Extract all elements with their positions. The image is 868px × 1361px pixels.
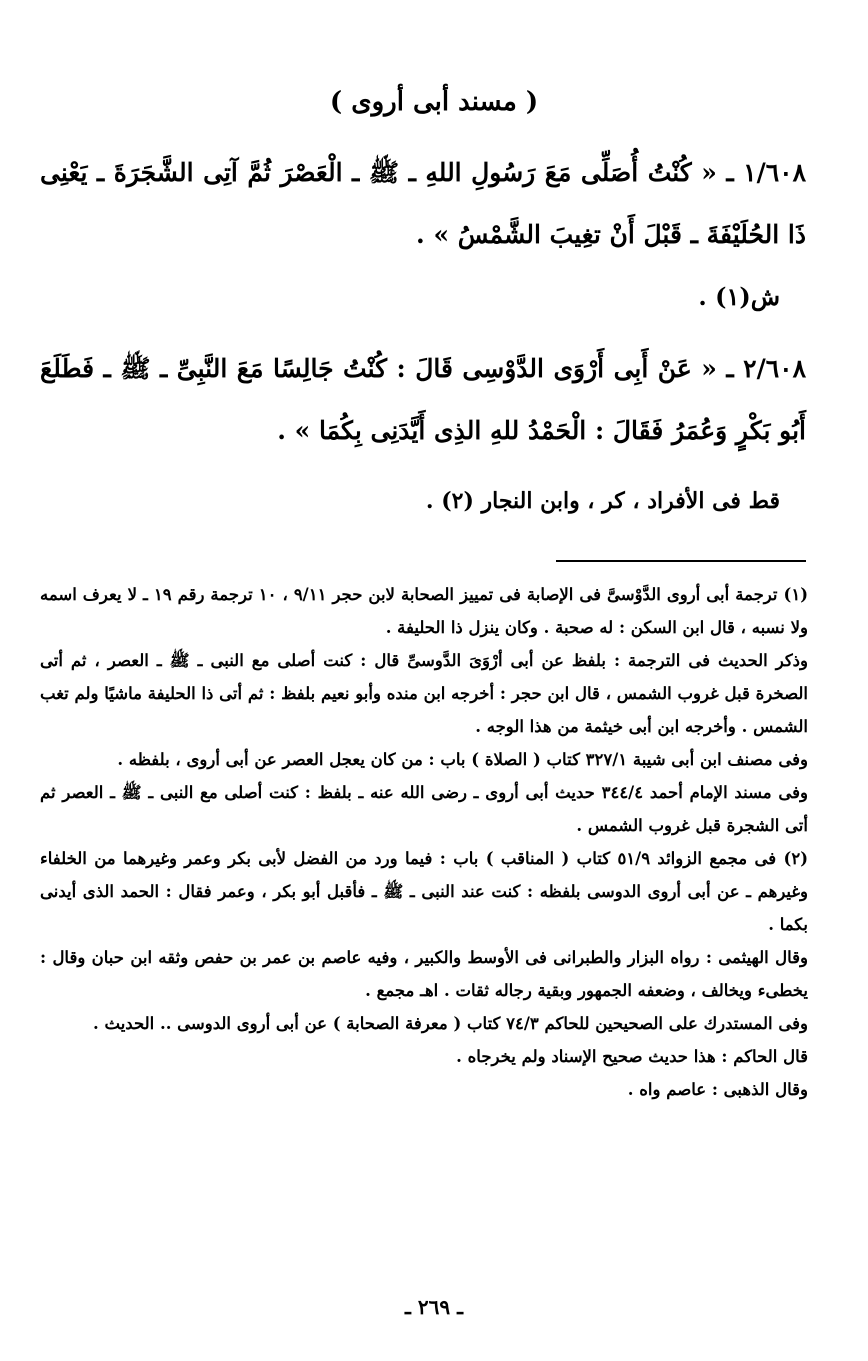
hadith-text: ١/٦٠٨ ـ « كُنْتُ أُصَلِّى مَعَ رَسُولِ اللهِ ـ ﷺ ـ الْعَصْرَ ثُمَّ آتِى الشَّجَرَةَ ـ يَعْنِى ذَا الحُلَيْفَةَ ـ قَبْلَ أَنْ تغِيبَ الشَّمْسُ » .: [40, 158, 806, 249]
footnote-paragraph: وفى المستدرك على الصحيحين للحاكم ٧٤/٣ كتاب ( معرفة الصحابة ) عن أبى أروى الدوسى .. الحديث .: [93, 1014, 808, 1033]
footnote-paragraph: وقال الهيثمى : رواه البزار والطبرانى فى الأوسط والكبير ، وفيه عاصم بن عمر بن حفص وثقه ابن حبان وقال : يخطىء ويخالف ، وضعفه الجمهور وبقية رجاله ثقات . اهـ مجمع .: [40, 948, 808, 1000]
footnote-paragraph: وفى مسند الإمام أحمد ٣٤٤/٤ حديث أبى أروى ـ رضى الله عنه ـ بلفظ : كنت أصلى مع النبى ـ ﷺ ـ العصر ثم أتى الشجرة قبل غروب الشمس .: [40, 783, 808, 835]
footnote-paragraph: (١) ترجمة أبى أروى الدَّوْسىَّ فى الإصابة فى تمييز الصحابة لابن حجر ٩/١١ ، ١٠ ترجمة رقم ١٩ ـ لا يعرف اسمه ولا نسبه ، قال ابن السكن : له صحبة . وكان ينزل ذا الحليفة .: [40, 585, 808, 637]
footnote-paragraph: وقال الذهبى : عاصم واه .: [627, 1080, 808, 1099]
footnotes: [40, 578, 808, 1106]
footnote-separator: [556, 560, 806, 562]
hadith-source: ش(١) .: [698, 282, 780, 311]
footnote-paragraph: وذكر الحديث فى الترجمة : بلفظ عن أبى أرْوَىَ الدَّوسىِّ قال : كنت أصلى مع النبى ـ ﷺ ـ العصر ، ثم أتى الصخرة قبل غروب الشمس ، قال ابن حجر : أخرجه ابن منده وأبو نعيم بلفظ : ثم أتى ذا الحليفة ماشيًا ولم تغب الشمس . وأخرجه ابن أبى خيثمة من هذا الوجه .: [40, 651, 808, 736]
section-title: ( مسند أبى أروى ): [329, 87, 539, 117]
footnote-paragraph: (٢) فى مجمع الزوائد ٥١/٩ كتاب ( المناقب ) باب : فيما ورد من الفضل لأبى بكر وعمر وغيرهما من الخلفاء وغيرهم ـ عن أبى أروى الدوسى بلفظه : كنت عند النبى ـ ﷺ ـ فأقبل أبو بكر ، وعمر فقال : الحمد الذى أيدنى بكما .: [40, 849, 808, 934]
hadith-source: قط فى الأفراد ، كر ، وابن النجار (٢) .: [425, 488, 780, 514]
page-number: ـ ٢٦٩ ـ: [405, 1295, 463, 1319]
footnote-paragraph: وفى مصنف ابن أبى شيبة ٣٢٧/١ كتاب ( الصلاة ) باب : من كان يعجل العصر عن أبى أروى ، بلفظه .: [117, 750, 808, 769]
footnote-paragraph: قال الحاكم : هذا حديث صحيح الإسناد ولم يخرجاه .: [456, 1047, 808, 1066]
hadith-text: ٢/٦٠٨ ـ « عَنْ أَبِى أَرْوَى الدَّوْسِى قَالَ : كُنْتُ جَالِسًا مَعَ النَّبِىِّ ـ ﷺ ـ فَطَلَعَ أَبُو بَكْرٍ وَعُمَرُ فَقَالَ : الْحَمْدُ للهِ الذِى أَيَّدَنِى بِكُمَا » .: [40, 354, 806, 445]
